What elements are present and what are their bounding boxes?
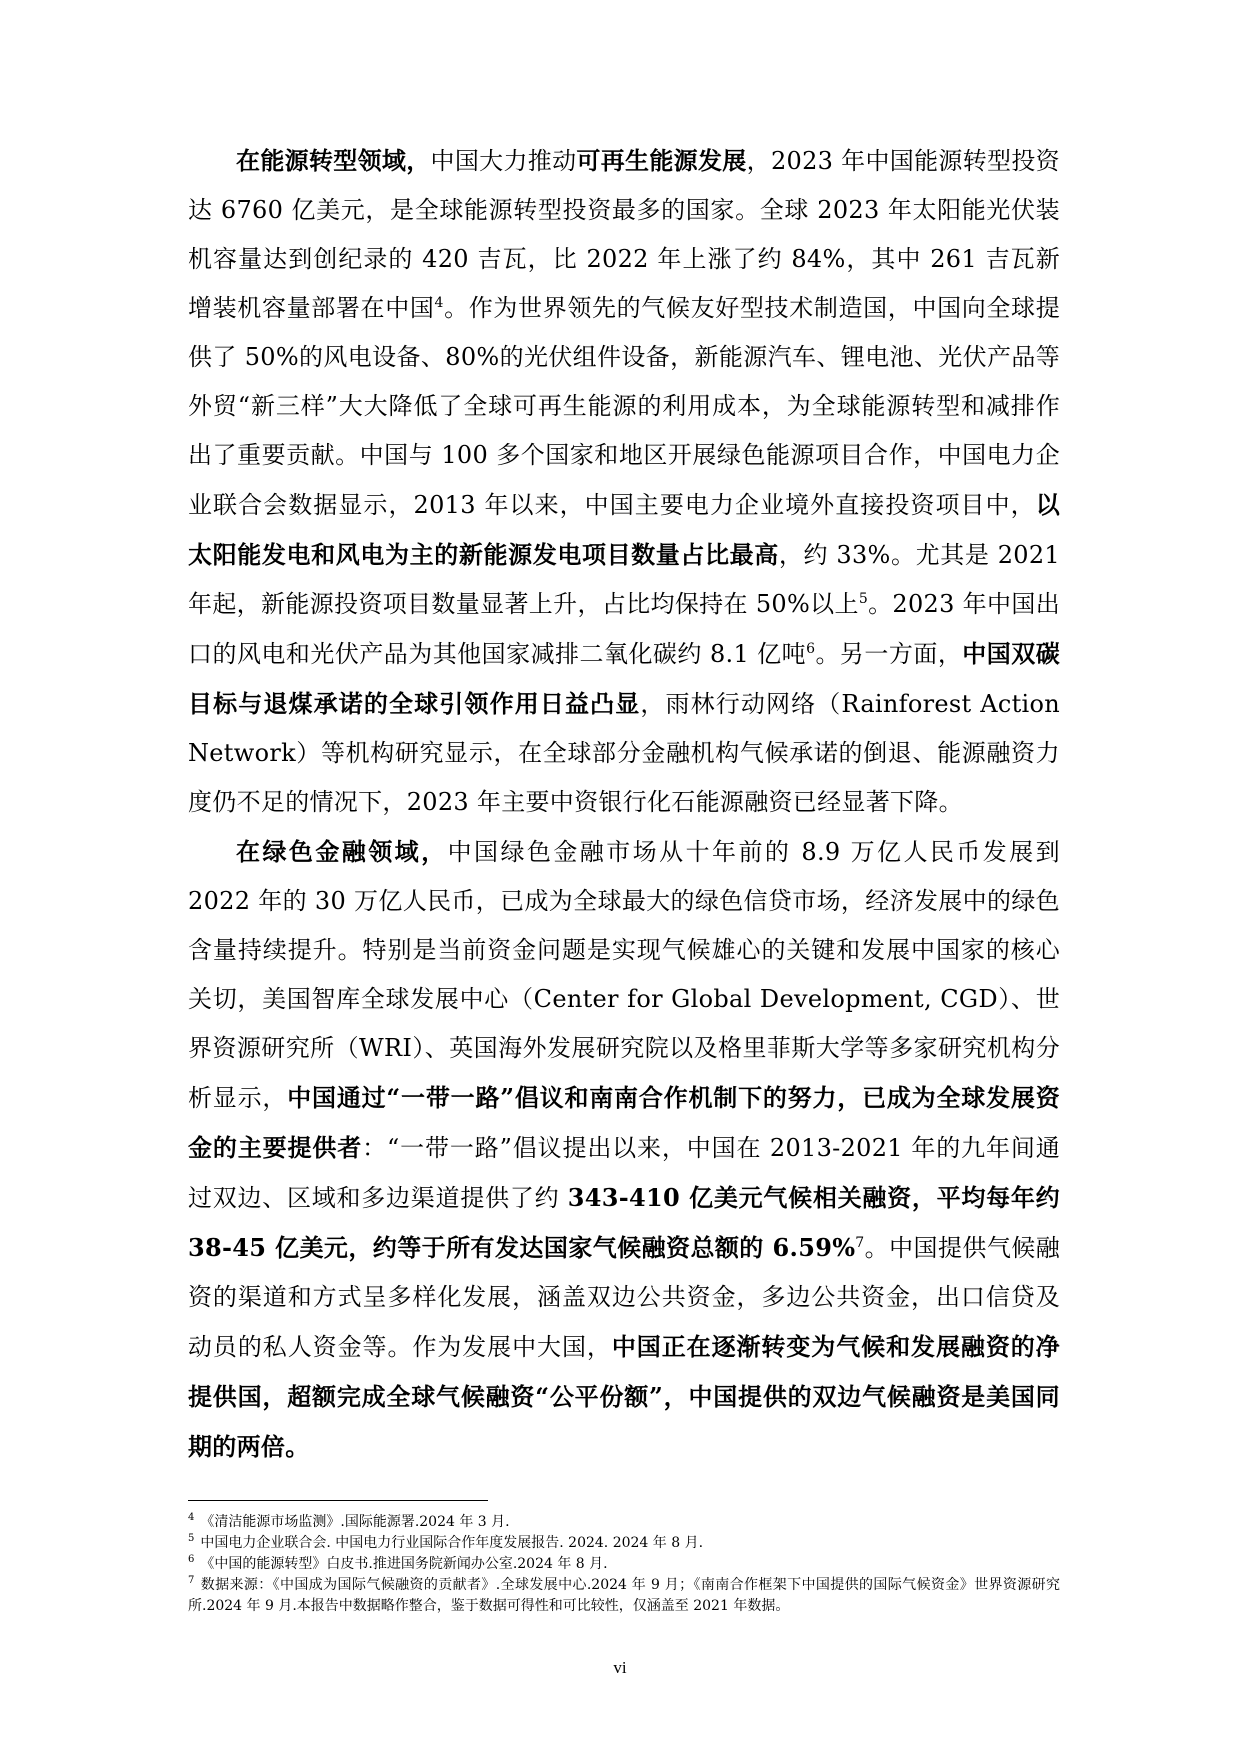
bold-text: 在能源转型领域， bbox=[236, 146, 431, 175]
text-segment: 中国大力推动 bbox=[430, 147, 577, 175]
footnote-ref: 6 bbox=[806, 641, 816, 657]
bold-text: 中国双碳目标与退煤承诺的全球引领作用日益凸显 bbox=[188, 639, 1061, 718]
text-segment: 。另一方面， bbox=[815, 640, 963, 668]
text-segment: ，雨林行动网络（Rainforest Action Network）等机构研究显示，在全球部分金融机构气候承诺的倒退、能源融资力度仍不足的情况下，2023 年主要中资银行化石能源融资已经显著下降。 bbox=[188, 690, 1060, 816]
footnote-ref: 7 bbox=[855, 1235, 865, 1251]
footnote-ref: 5 bbox=[858, 591, 869, 607]
bold-text: 可再生能源发展 bbox=[576, 146, 747, 175]
footnote-7: $^7$ 数据来源：《中国成为国际气候融资的贡献者》.全球发展中心.2024 年 9 月；《南南合作框架下中国提供的国际气候资金》世界资源研究所.2024 年 9 月.本报告中数据略作整合，鉴于数据可得性和可比较性，仅涵盖至 2021 年数据。 bbox=[188, 1575, 1060, 1614]
text-segment: ：“一带一路”倡议提出以来，中国在 2013-2021 年的九年间通过双边、区域和多边渠道提供了约 bbox=[188, 1134, 1060, 1212]
paragraph-energy-transition bbox=[188, 136, 1060, 827]
page-number: vi bbox=[613, 1658, 627, 1677]
text-segment: 。2023 年中国出口的风电和光伏产品为其他国家减排二氧化碳约 8.1 亿吨 bbox=[188, 590, 1060, 668]
text-segment: 中国绿色金融市场从十年前的 8.9 万亿人民币发展到 2022 年的 30 万亿人民币，已成为全球最大的绿色信贷市场，经济发展中的绿色含量持续提升。特别是当前资金问题是实现气候雄心的关键和发展中国家的核心关切，美国智库全球发展中心（Center for Global Development, CGD）、世界资源研究所（WRI）、英国海外发展研究院以及格里菲斯大学等多家研究机构分析显示， bbox=[188, 838, 1060, 1112]
text-segment: 。中国提供气候融资的渠道和方式呈多样化发展，涵盖双边公共资金，多边公共资金，出口信贷及动员的私人资金等。作为发展中大国， bbox=[188, 1234, 1060, 1361]
bold-text: 中国通过“一带一路”倡议和南南合作机制下的努力，已成为全球发展资金的主要提供者 bbox=[188, 1083, 1060, 1162]
text-segment: ，2023 年中国能源转型投资达 6760 亿美元，是全球能源转型投资最多的国家。全球 2023 年太阳能光伏装机容量达到创纪录的 420 吉瓦，比 2022 年上涨了约 84%，其中 261 吉瓦新增装机容量部署在中国 bbox=[188, 147, 1060, 322]
body-text bbox=[188, 136, 1060, 1472]
bold-text: 在绿色金融领域， bbox=[236, 837, 448, 866]
bold-text: 中国正在逐渐转变为气候和发展融资的净提供国，超额完成全球气候融资“公平份额”，中国提供的双边气候融资是美国同期的两倍。 bbox=[188, 1332, 1060, 1461]
footnote-4: $^4$ 《清洁能源市场监测》.国际能源署.2024 年 3 月. bbox=[188, 1512, 510, 1530]
paragraph-green-finance bbox=[188, 827, 1060, 1472]
footnote-divider bbox=[188, 1500, 488, 1501]
text-segment: ，约 33%。尤其是 2021 年起，新能源投资项目数量显著上升，占比均保持在 50%以上 bbox=[188, 541, 1060, 618]
footnotes bbox=[188, 1512, 1060, 1617]
footnote-ref: 4 bbox=[434, 295, 444, 311]
footnote-5: $^5$ 中国电力企业联合会. 中国电力行业国际合作年度发展报告. 2024. 2024 年 8 月. bbox=[188, 1533, 704, 1551]
bold-text: 以太阳能发电和风电为主的新能源发电项目数量占比最高 bbox=[188, 490, 1060, 569]
text-segment: 。作为世界领先的气候友好型技术制造国，中国向全球提供了 50%的风电设备、80%的光伏组件设备，新能源汽车、锂电池、光伏产品等外贸“新三样”大大降低了全球可再生能源的利用成本，为全球能源转型和减排作出了重要贡献。中国与 100 多个国家和地区开展绿色能源项目合作，中国电力企业联合会数据显示，2013 年以来，中国主要电力企业境外直接投资项目中， bbox=[188, 294, 1061, 519]
bold-text: 343-410 亿美元气候相关融资，平均每年约 38-45 亿美元，约等于所有发达国家气候融资总额的 6.59% bbox=[188, 1183, 1060, 1262]
footnote-6: $^6$ 《中国的能源转型》白皮书.推进国务院新闻办公室.2024 年 8 月. bbox=[188, 1554, 608, 1572]
